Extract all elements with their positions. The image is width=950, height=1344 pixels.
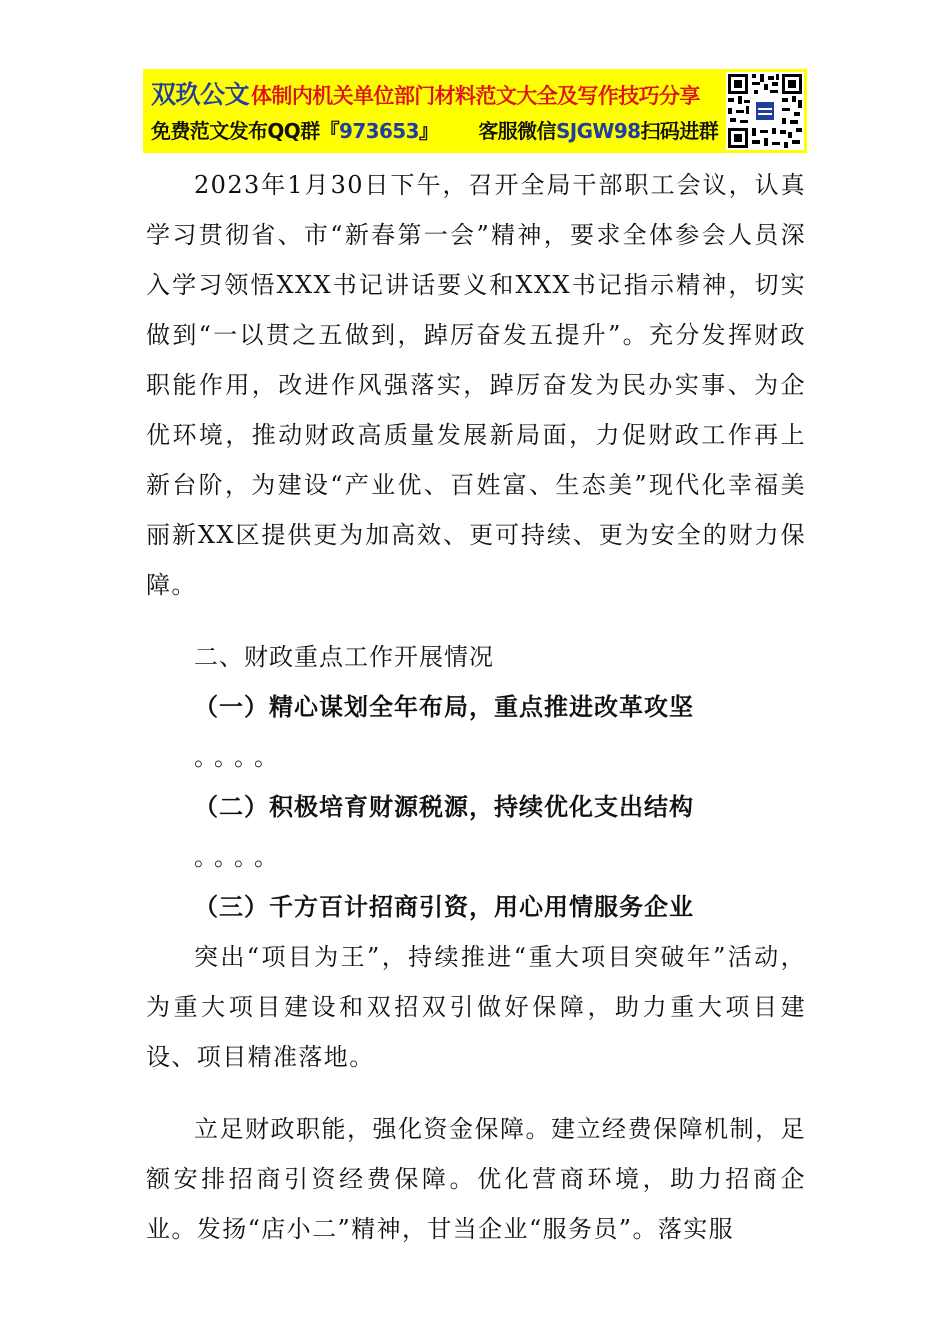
subsection-2-placeholder: 。。。。: [194, 843, 286, 871]
paragraph-meeting: 2023年1月30日下午，召开全局干部职工会议，认真学习贯彻省、市“新春第一会”精神，要求全体参会人员深入学习领悟XXX书记讲话要义和XXX书记指示精神，切实做到“一以贯之五做到，踔厉奋发五提升”。充分发挥财政职能作用，改进作风强落实，踔厉奋发为民办实事、为企优环境，推动财政高质量发展新局面，力促财政工作再上新台阶，为建设“产业优、百姓富、生态美”现代化幸福美丽新XX区提供更为加高效、更可持续、更为安全的财力保障。: [146, 171, 806, 599]
wechat-label: 客服微信: [478, 119, 556, 143]
subsection-heading-2: （二）积极培育财源税源，持续优化支出结构: [194, 793, 694, 821]
banner-row-1: [151, 75, 700, 109]
banner-row-2: [151, 115, 718, 145]
paragraph-projects: 突出“项目为王”，持续推进“重大项目突破年”活动，为重大项目建设和双招双引做好保障，助力重大项目建设、项目精准落地。: [146, 943, 806, 1071]
subsection-1-placeholder: 。。。。: [194, 743, 286, 771]
subsection-heading-3: （三）千方百计招商引资，用心用情服务企业: [194, 893, 694, 921]
header-banner: [143, 69, 807, 153]
banner-slogan: 体制内机关单位部门材料范文大全及写作技巧分享: [251, 84, 700, 108]
wechat-id: SJGW98: [555, 119, 641, 143]
document-body: [146, 160, 806, 1254]
wechat-suffix: 扫码进群: [640, 119, 719, 143]
brand-name: 双玖公文: [151, 80, 250, 109]
qq-group-label: 免费范文发布QQ群『: [151, 119, 340, 143]
qq-group-bracket: 』: [418, 119, 439, 143]
subsection-heading-1: （一）精心谋划全年布局，重点推进改革攻坚: [194, 693, 694, 721]
qr-code-icon[interactable]: [726, 72, 804, 150]
paragraph-funding: 立足财政职能，强化资金保障。建立经费保障机制，足额安排招商引资经费保障。优化营商环境，助力招商企业。发扬“店小二”精神，甘当企业“服务员”。落实服: [146, 1115, 806, 1243]
qr-code-graphic: [726, 72, 804, 150]
qq-group-number: 973653: [339, 119, 419, 143]
section-heading-2: 二、财政重点工作开展情况: [194, 643, 494, 671]
